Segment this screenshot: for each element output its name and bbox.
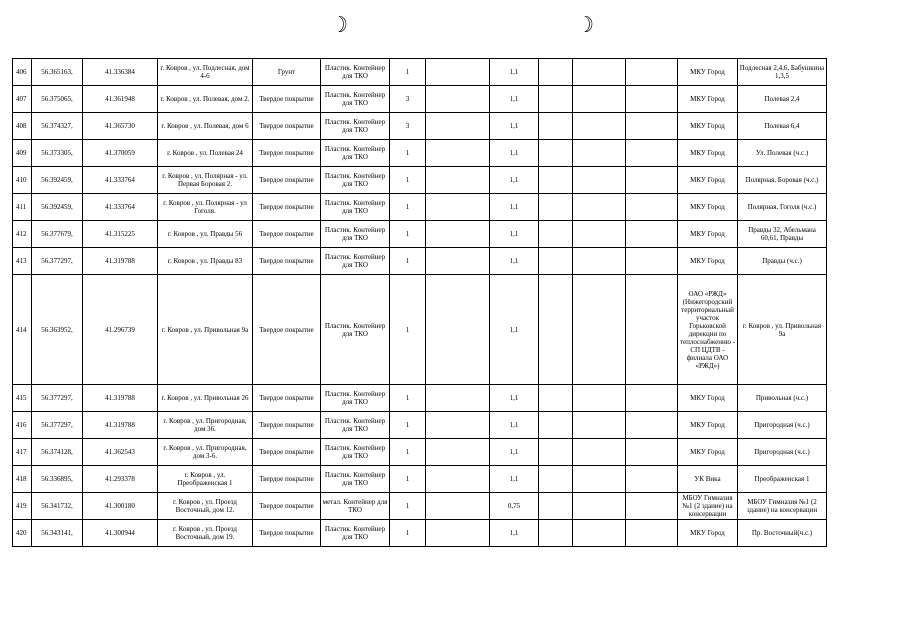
surface-cell: Твердое покрытие	[253, 275, 321, 385]
longitude-cell: 41.319788	[83, 248, 158, 275]
container-type-cell: Пластик. Контейнер для ТКО	[321, 113, 390, 140]
longitude-cell: 41.333764	[83, 167, 158, 194]
address-cell: г. Ковров , ул. Полевая, дом 6	[158, 113, 253, 140]
volume-cell: 1,1	[490, 385, 539, 412]
address-cell: г. Ковров , ул. Полевая, дом 2.	[158, 86, 253, 113]
container-type-cell: Пластик. Контейнер для ТКО	[321, 520, 390, 547]
empty-cell	[573, 493, 626, 520]
latitude-cell: 56.363952,	[32, 275, 83, 385]
empty-cell	[626, 466, 678, 493]
volume-cell: 1,1	[490, 59, 539, 86]
empty-cell	[539, 466, 573, 493]
volume-cell: 1,1	[490, 439, 539, 466]
empty-cell	[626, 493, 678, 520]
container-count-cell: 1	[390, 439, 426, 466]
table-row	[13, 412, 827, 439]
empty-cell	[539, 385, 573, 412]
address-cell: г. Ковров , ул. Проезд Восточный, дом 19.	[158, 520, 253, 547]
empty-cell	[573, 221, 626, 248]
latitude-cell: 56.375065,	[32, 86, 83, 113]
waste-source-cell: г. Ковров , ул. Привольная 9а	[738, 275, 827, 385]
surface-cell: Твердое покрытие	[253, 86, 321, 113]
volume-cell: 1,1	[490, 248, 539, 275]
address-cell: г. Ковров , ул. Подлесная, дом 4-6	[158, 59, 253, 86]
container-count-cell: 1	[390, 520, 426, 547]
table-row	[13, 248, 827, 275]
empty-cell	[426, 466, 490, 493]
empty-cell	[426, 412, 490, 439]
latitude-cell: 56.374327,	[32, 113, 83, 140]
empty-cell	[626, 59, 678, 86]
empty-cell	[626, 248, 678, 275]
empty-cell	[626, 412, 678, 439]
empty-cell	[573, 59, 626, 86]
empty-cell	[539, 167, 573, 194]
container-type-cell: Пластик. Контейнер для ТКО	[321, 86, 390, 113]
table-row	[13, 140, 827, 167]
longitude-cell: 41.300944	[83, 520, 158, 547]
empty-cell	[573, 140, 626, 167]
surface-cell: Твердое покрытие	[253, 493, 321, 520]
surface-cell: Твердое покрытие	[253, 412, 321, 439]
container-type-cell: Пластик. Контейнер для ТКО	[321, 275, 390, 385]
container-type-cell: Пластик. Контейнер для ТКО	[321, 412, 390, 439]
latitude-cell: 56.343141,	[32, 520, 83, 547]
latitude-cell: 56.392459,	[32, 167, 83, 194]
container-count-cell: 3	[390, 113, 426, 140]
empty-cell	[626, 439, 678, 466]
owner-cell: МКУ Город	[678, 385, 738, 412]
address-cell: г. Ковров , ул. Полярная - ул. Первая Боровая 2.	[158, 167, 253, 194]
waste-source-cell: Правды (ч.с.)	[738, 248, 827, 275]
row-number: 414	[13, 275, 32, 385]
longitude-cell: 41.336384	[83, 59, 158, 86]
volume-cell: 1,1	[490, 113, 539, 140]
empty-cell	[626, 275, 678, 385]
container-count-cell: 1	[390, 275, 426, 385]
longitude-cell: 41.370059	[83, 140, 158, 167]
address-cell: г. Ковров , ул. Проезд Восточный, дом 12.	[158, 493, 253, 520]
empty-cell	[426, 113, 490, 140]
surface-cell: Твердое покрытие	[253, 140, 321, 167]
empty-cell	[626, 140, 678, 167]
address-cell: г. Ковров , ул. Пригородная, дом 36.	[158, 412, 253, 439]
row-number: 416	[13, 412, 32, 439]
container-type-cell: Пластик. Контейнер для ТКО	[321, 140, 390, 167]
container-count-cell: 1	[390, 248, 426, 275]
surface-cell: Твердое покрытие	[253, 194, 321, 221]
row-number: 406	[13, 59, 32, 86]
latitude-cell: 56.377297,	[32, 385, 83, 412]
empty-cell	[539, 86, 573, 113]
address-cell: г. Ковров , ул. Полярная - ул Гоголя.	[158, 194, 253, 221]
container-count-cell: 1	[390, 493, 426, 520]
surface-cell: Твердое покрытие	[253, 385, 321, 412]
owner-cell: МКУ Город	[678, 412, 738, 439]
empty-cell	[426, 493, 490, 520]
table-row	[13, 194, 827, 221]
empty-cell	[426, 167, 490, 194]
volume-cell: 1,1	[490, 466, 539, 493]
empty-cell	[626, 113, 678, 140]
table-row	[13, 59, 827, 86]
container-type-cell: метал. Контейнер для ТКО	[321, 493, 390, 520]
owner-cell: МКУ Город	[678, 520, 738, 547]
longitude-cell: 41.300180	[83, 493, 158, 520]
empty-cell	[426, 275, 490, 385]
latitude-cell: 56.341732,	[32, 493, 83, 520]
longitude-cell: 41.315225	[83, 221, 158, 248]
latitude-cell: 56.377679,	[32, 221, 83, 248]
container-sites-table	[12, 58, 827, 547]
address-cell: г. Ковров , ул. Привольная 9а	[158, 275, 253, 385]
owner-cell: МКУ Город	[678, 439, 738, 466]
empty-cell	[573, 385, 626, 412]
container-type-cell: Пластик. Контейнер для ТКО	[321, 59, 390, 86]
container-count-cell: 1	[390, 167, 426, 194]
waste-source-cell: Пригородная (ч.с.)	[738, 439, 827, 466]
empty-cell	[539, 221, 573, 248]
address-cell: г. Ковров , ул. Полевая 24	[158, 140, 253, 167]
surface-cell: Твердое покрытие	[253, 439, 321, 466]
latitude-cell: 56.377297,	[32, 248, 83, 275]
empty-cell	[539, 248, 573, 275]
table-row	[13, 275, 827, 385]
latitude-cell: 56.365163,	[32, 59, 83, 86]
row-number: 417	[13, 439, 32, 466]
empty-cell	[573, 412, 626, 439]
address-cell: г. Ковров , ул. Преображенская 1	[158, 466, 253, 493]
table-row	[13, 466, 827, 493]
longitude-cell: 41.296739	[83, 275, 158, 385]
waste-source-cell: Полярная, Гоголя (ч.с.)	[738, 194, 827, 221]
volume-cell: 1,1	[490, 275, 539, 385]
empty-cell	[626, 86, 678, 113]
surface-cell: Твердое покрытие	[253, 248, 321, 275]
waste-source-cell: Пр. Восточный(ч.с.)	[738, 520, 827, 547]
volume-cell: 1,1	[490, 520, 539, 547]
volume-cell: 0,75	[490, 493, 539, 520]
surface-cell: Твердое покрытие	[253, 221, 321, 248]
longitude-cell: 41.362543	[83, 439, 158, 466]
table-row	[13, 113, 827, 140]
waste-source-cell: Полевая 6,4	[738, 113, 827, 140]
empty-cell	[573, 167, 626, 194]
empty-cell	[573, 520, 626, 547]
row-number: 409	[13, 140, 32, 167]
empty-cell	[626, 194, 678, 221]
empty-cell	[426, 520, 490, 547]
empty-cell	[626, 167, 678, 194]
container-count-cell: 1	[390, 140, 426, 167]
address-cell: г. Ковров , ул. Правды 83	[158, 248, 253, 275]
surface-cell: Твердое покрытие	[253, 113, 321, 140]
empty-cell	[539, 113, 573, 140]
row-number: 412	[13, 221, 32, 248]
waste-source-cell: Подлесная 2,4,6, Бабушкина 1,3,5	[738, 59, 827, 86]
owner-cell: МКУ Город	[678, 194, 738, 221]
table-row	[13, 520, 827, 547]
empty-cell	[539, 439, 573, 466]
waste-source-cell: Правды 32, Абельмана 60,61, Правды	[738, 221, 827, 248]
table-row	[13, 167, 827, 194]
surface-cell: Грунт	[253, 59, 321, 86]
empty-cell	[573, 439, 626, 466]
empty-cell	[426, 439, 490, 466]
empty-cell	[426, 248, 490, 275]
volume-cell: 1,1	[490, 86, 539, 113]
latitude-cell: 56.377297,	[32, 412, 83, 439]
waste-source-cell: Преображенская 1	[738, 466, 827, 493]
longitude-cell: 41.319788	[83, 385, 158, 412]
waste-source-cell: Пригородная (ч.с.)	[738, 412, 827, 439]
waste-source-cell: Привольная (ч.с.)	[738, 385, 827, 412]
owner-cell: МБОУ Гимназия №1 (2 здание) на консервации	[678, 493, 738, 520]
address-cell: г. Ковров , ул. Привольная 26	[158, 385, 253, 412]
container-type-cell: Пластик. Контейнер для ТКО	[321, 167, 390, 194]
row-number: 410	[13, 167, 32, 194]
table-row	[13, 385, 827, 412]
container-type-cell: Пластик. Контейнер для ТКО	[321, 439, 390, 466]
longitude-cell: 41.319788	[83, 412, 158, 439]
owner-cell: ОАО «РЖД» (Нижегородский территориальный участок Горьковской дирекции по теплоснабжению - СП ЦДТВ - филиала ОАО «РЖД»)	[678, 275, 738, 385]
latitude-cell: 56.374128,	[32, 439, 83, 466]
owner-cell: МКУ Город	[678, 140, 738, 167]
container-type-cell: Пластик. Контейнер для ТКО	[321, 385, 390, 412]
owner-cell: МКУ Город	[678, 113, 738, 140]
empty-cell	[539, 493, 573, 520]
table-body	[13, 59, 827, 547]
empty-cell	[539, 59, 573, 86]
decorative-mark-right: ☽	[577, 12, 594, 37]
empty-cell	[573, 194, 626, 221]
empty-cell	[539, 140, 573, 167]
decorative-mark-left: ☽	[331, 12, 348, 37]
empty-cell	[426, 59, 490, 86]
owner-cell: МКУ Город	[678, 86, 738, 113]
row-number: 408	[13, 113, 32, 140]
surface-cell: Твердое покрытие	[253, 520, 321, 547]
owner-cell: МКУ Город	[678, 167, 738, 194]
empty-cell	[626, 520, 678, 547]
empty-cell	[573, 86, 626, 113]
row-number: 418	[13, 466, 32, 493]
empty-cell	[626, 221, 678, 248]
row-number: 420	[13, 520, 32, 547]
waste-source-cell: Полевая 2,4	[738, 86, 827, 113]
row-number: 413	[13, 248, 32, 275]
container-count-cell: 1	[390, 466, 426, 493]
container-type-cell: Пластик. Контейнер для ТКО	[321, 194, 390, 221]
row-number: 407	[13, 86, 32, 113]
empty-cell	[573, 113, 626, 140]
volume-cell: 1,1	[490, 194, 539, 221]
latitude-cell: 56.336895,	[32, 466, 83, 493]
longitude-cell: 41.365730	[83, 113, 158, 140]
owner-cell: МКУ Город	[678, 59, 738, 86]
owner-cell: УК Вика	[678, 466, 738, 493]
container-count-cell: 1	[390, 385, 426, 412]
container-type-cell: Пластик. Контейнер для ТКО	[321, 466, 390, 493]
empty-cell	[426, 385, 490, 412]
container-count-cell: 3	[390, 86, 426, 113]
waste-source-cell: Полярная, Боровая (ч.с.)	[738, 167, 827, 194]
empty-cell	[426, 86, 490, 113]
table-row	[13, 221, 827, 248]
owner-cell: МКУ Город	[678, 248, 738, 275]
container-type-cell: Пластик. Контейнер для ТКО	[321, 248, 390, 275]
container-count-cell: 1	[390, 194, 426, 221]
empty-cell	[539, 520, 573, 547]
volume-cell: 1,1	[490, 140, 539, 167]
empty-cell	[539, 412, 573, 439]
address-cell: г. Ковров , ул. Пригородная, дом 3-6.	[158, 439, 253, 466]
empty-cell	[539, 194, 573, 221]
row-number: 415	[13, 385, 32, 412]
empty-cell	[426, 140, 490, 167]
container-type-cell: Пластик. Контейнер для ТКО	[321, 221, 390, 248]
waste-source-cell: МБОУ Гимназия №1 (2 здание) на консервации	[738, 493, 827, 520]
table-row	[13, 86, 827, 113]
table-row	[13, 493, 827, 520]
surface-cell: Твердое покрытие	[253, 466, 321, 493]
row-number: 411	[13, 194, 32, 221]
latitude-cell: 56.373305,	[32, 140, 83, 167]
empty-cell	[539, 275, 573, 385]
empty-cell	[626, 385, 678, 412]
longitude-cell: 41.361948	[83, 86, 158, 113]
longitude-cell: 41.293378	[83, 466, 158, 493]
longitude-cell: 41.333764	[83, 194, 158, 221]
volume-cell: 1,1	[490, 167, 539, 194]
surface-cell: Твердое покрытие	[253, 167, 321, 194]
container-count-cell: 1	[390, 221, 426, 248]
owner-cell: МКУ Город	[678, 221, 738, 248]
volume-cell: 1,1	[490, 221, 539, 248]
empty-cell	[573, 466, 626, 493]
empty-cell	[426, 221, 490, 248]
empty-cell	[426, 194, 490, 221]
empty-cell	[573, 275, 626, 385]
row-number: 419	[13, 493, 32, 520]
latitude-cell: 56.392459,	[32, 194, 83, 221]
address-cell: г. Ковров , ул. Правды 56	[158, 221, 253, 248]
container-count-cell: 1	[390, 59, 426, 86]
empty-cell	[573, 248, 626, 275]
container-count-cell: 1	[390, 412, 426, 439]
waste-source-cell: Ул. Полевая (ч.с.)	[738, 140, 827, 167]
table-row	[13, 439, 827, 466]
volume-cell: 1,1	[490, 412, 539, 439]
